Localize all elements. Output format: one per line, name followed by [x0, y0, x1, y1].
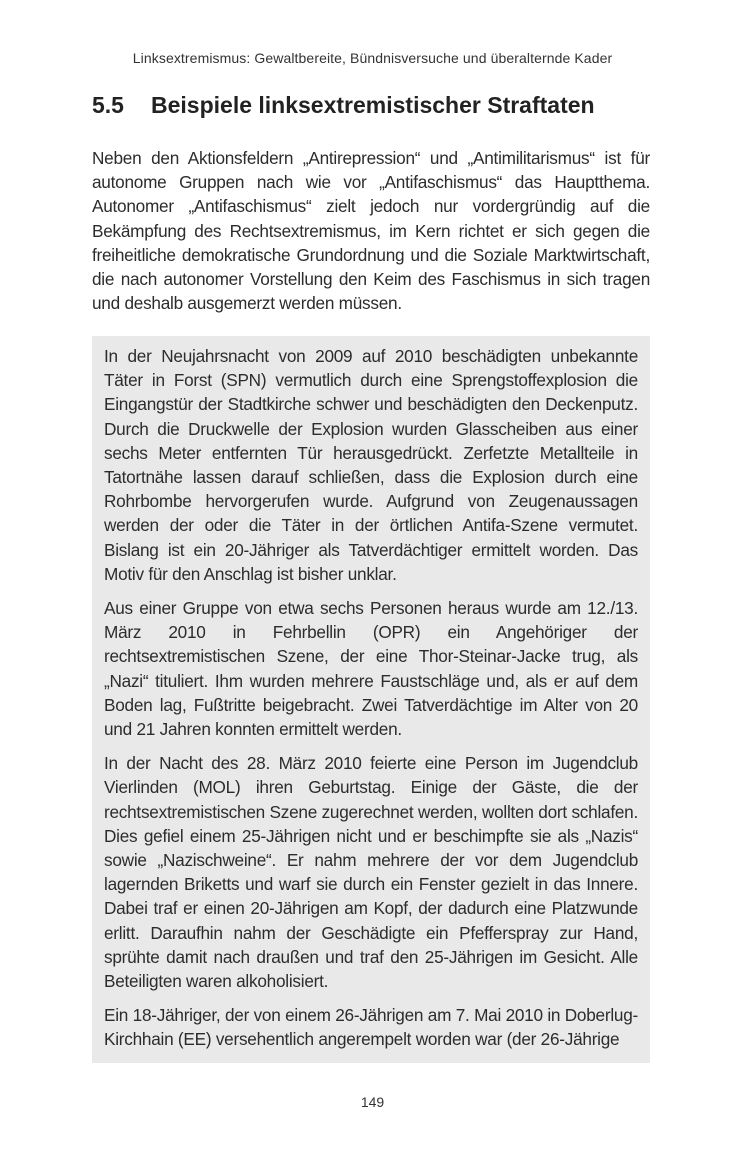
page-number: 149 [360, 1094, 385, 1110]
example-paragraph: Ein 18-Jähriger, der von einem 26-Jährigen am 7. Mai 2010 in Doberlug-Kirchhain (EE) versehentlich angerempelt worden war (der 26-Jährige [104, 1005, 638, 1050]
section-title: Beispiele linksextremistischer Straftaten [151, 92, 595, 118]
example-paragraph: Aus einer Gruppe von etwa sechs Personen heraus wurde am 12./13. März 2010 in Fehrbellin (OPR) ein Angehöriger der rechtsextremistischen Szene, der eine Thor-Steinar-Jacke trug, als „Nazi“ tituliert. Ihm wurden mehrere Faustschläge und, als er auf dem Boden lag, Fußtritte beigebracht. Zwei Tatverdächtige im Alter von 20 und 21 Jahren konnten ermittelt werden. [104, 598, 638, 740]
intro-paragraph: Neben den Aktionsfeldern „Antirepression“ und „Antimilitarismus“ ist für autonome Gruppen nach wie vor „Antifaschismus“ das Hauptthema. Autonomer „Antifaschismus“ zielt jedoch nur vordergründig auf die Bekämpfung des Rechtsextremismus, im Kern richtet er sich gegen die freiheitliche demokratische Grundordnung und die Soziale Marktwirtschaft, die nach autonomer Vorstellung den Keim des Faschismus in sich tragen und deshalb ausgemerzt werden müssen. [92, 148, 650, 314]
section-heading [92, 92, 595, 119]
example-paragraph: In der Nacht des 28. März 2010 feierte eine Person im Jugendclub Vierlinden (MOL) ihren Geburtstag. Einige der Gäste, die der rechtsextremistischen Szene zugerechnet werden, wollten dort schlafen. Dies gefiel einem 25-Jährigen nicht und er beschimpfte sie als „Nazis“ sowie „Nazischweine“. Er nahm mehrere der vor dem Jugendclub lagernden Briketts und warf sie durch ein Fenster gezielt in das Innere. Dabei traf er einen 20-Jährigen am Kopf, der dadurch eine Platzwunde erlitt. Daraufhin nahm der Geschädigte ein Pfefferspray zur Hand, sprühte damit nach draußen und traf den 25-Jährigen im Gesicht. Alle Beteiligten waren alkoholisiert. [104, 753, 638, 992]
example-paragraph: In der Neujahrsnacht von 2009 auf 2010 beschädigten unbekannte Täter in Forst (SPN) vermutlich durch eine Sprengstoffexplosion die Eingangstür der Stadtkirche schwer und beschädigten den Deckenputz. Durch die Druckwelle der Explosion wurden Glasscheiben aus einer sechs Meter entfernten Tür herausgedrückt. Zerfetzte Metallteile in Tatortnähe lassen darauf schließen, dass die Explosion durch eine Rohrbombe hervorgerufen wurde. Aufgrund von Zeugenaussagen werden der oder die Täter in der örtlichen Antifa-Szene vermutet. Bislang ist ein 20-Jähriger als Tatverdächtiger ermittelt worden. Das Motiv für den Anschlag ist bisher unklar. [104, 346, 638, 584]
section-number: 5.5 [92, 92, 124, 118]
running-header: Linksextremismus: Gewaltbereite, Bündnisversuche und überalternde Kader [132, 50, 613, 66]
examples-box [92, 336, 650, 1063]
